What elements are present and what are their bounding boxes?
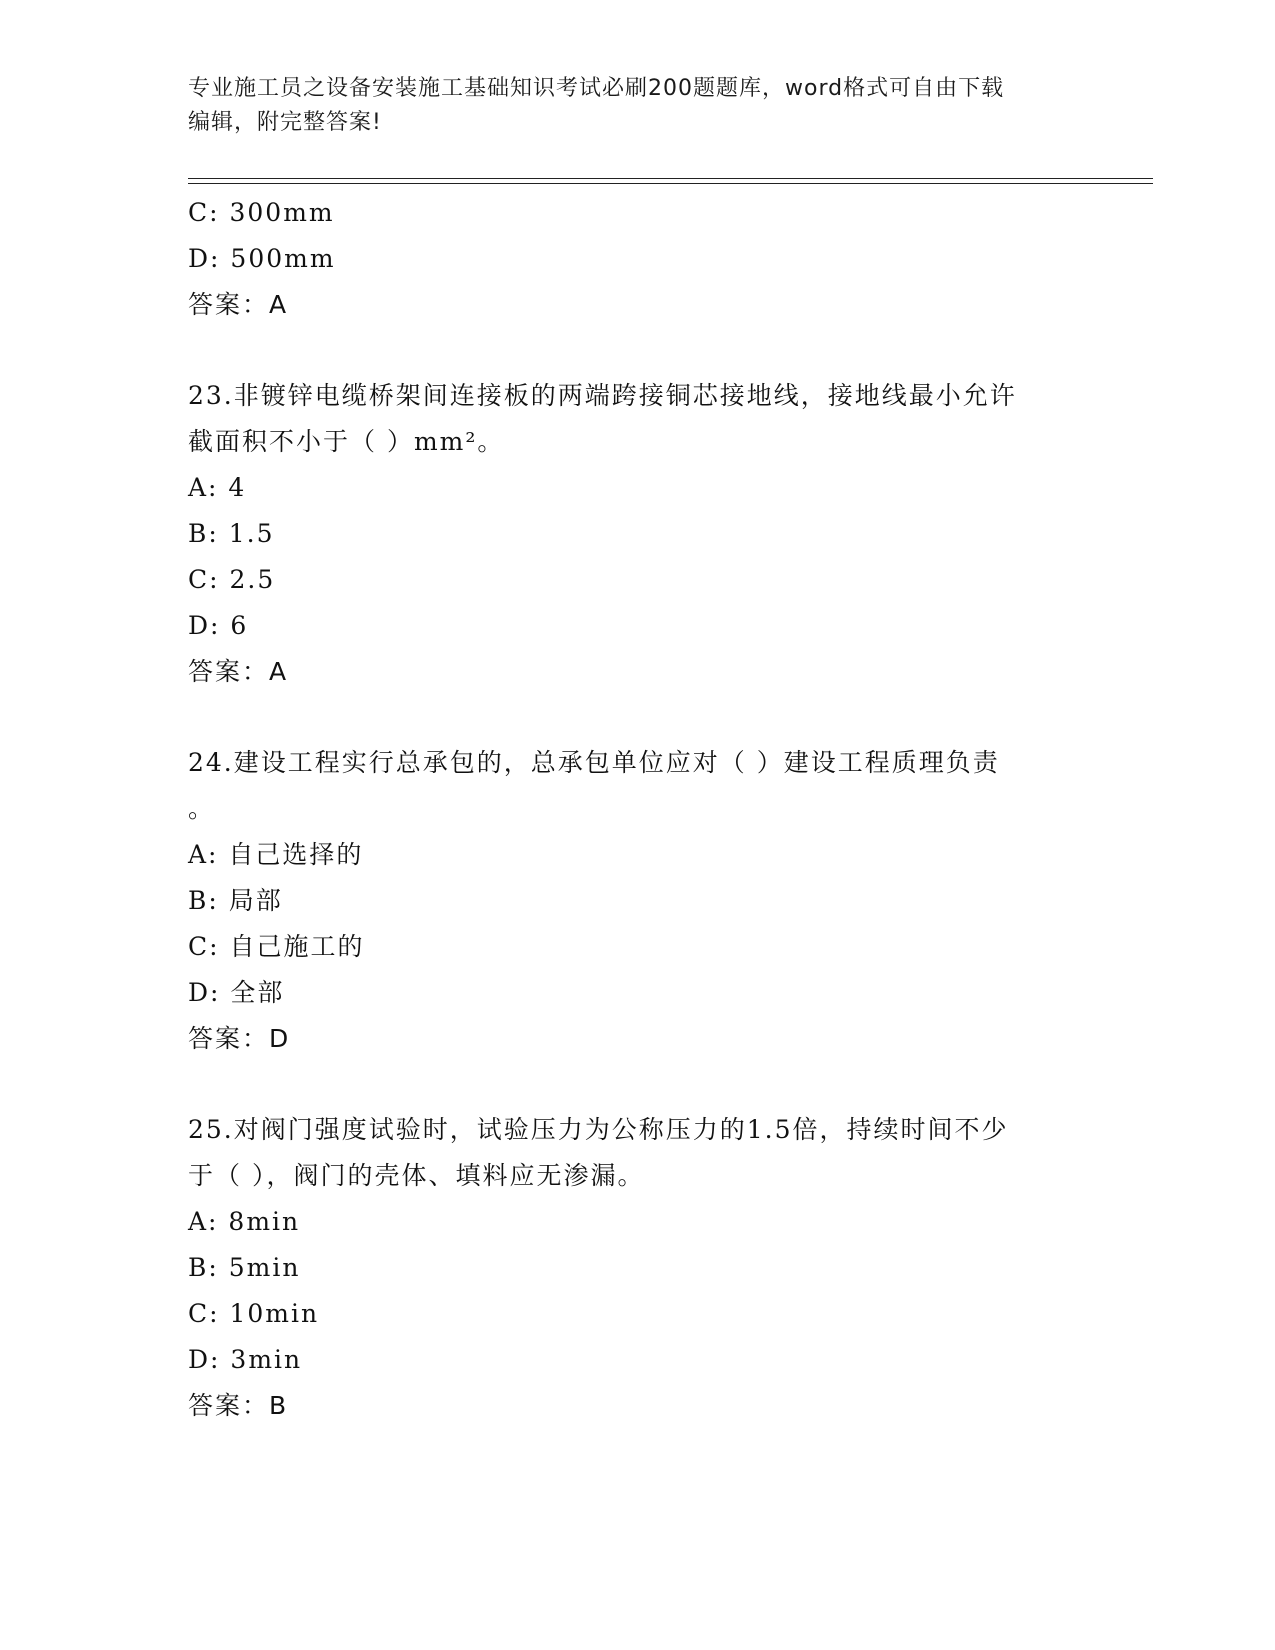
option-c: C: 10min	[188, 1299, 320, 1328]
answer-line: 答案：A	[188, 290, 289, 319]
question-23	[188, 373, 1088, 695]
option-d: D: 3min	[188, 1345, 303, 1374]
question-25	[188, 1107, 1088, 1429]
question-stem-line: 于（ ），阀门的壳体、填料应无渗漏。	[188, 1161, 645, 1190]
option-b: B: 局部	[188, 886, 283, 915]
spacer	[188, 695, 1088, 740]
answer-line: 答案：D	[188, 1024, 291, 1053]
option-d: D: 6	[188, 611, 249, 640]
option-c: C: 2.5	[188, 565, 276, 594]
option-a: A: 4	[188, 473, 247, 502]
option-b: B: 5min	[188, 1253, 301, 1282]
option-c: C: 自己施工的	[188, 932, 365, 961]
spacer	[188, 328, 1088, 373]
prev-question-tail	[188, 190, 1088, 328]
option-d: D: 500mm	[188, 244, 336, 273]
question-stem-line: 。	[188, 794, 216, 823]
answer-line: 答案：B	[188, 1391, 289, 1420]
header-line-1: 专业施工员之设备安装施工基础知识考试必刷200题题库，word格式可自由下载	[188, 76, 1005, 101]
option-d: D: 全部	[188, 978, 285, 1007]
question-stem-line: 截面积不小于（ ）mm²。	[188, 427, 505, 456]
document-header	[188, 72, 1088, 140]
answer-line: 答案：A	[188, 657, 289, 686]
header-line-2: 编辑，附完整答案!	[188, 110, 382, 135]
option-c: C: 300mm	[188, 198, 335, 227]
question-stem-line: 24.建设工程实行总承包的，总承包单位应对（ ）建设工程质理负责	[188, 748, 1000, 777]
spacer	[188, 1062, 1088, 1107]
question-stem-line: 23.非镀锌电缆桥架间连接板的两端跨接铜芯接地线，接地线最小允许	[188, 381, 1017, 410]
question-stem-line: 25.对阀门强度试验时，试验压力为公称压力的1.5倍，持续时间不少	[188, 1115, 1009, 1144]
header-divider-bottom	[188, 183, 1153, 184]
option-b: B: 1.5	[188, 519, 275, 548]
header-divider-top	[188, 178, 1153, 179]
question-list	[188, 190, 1088, 1429]
option-a: A: 8min	[188, 1207, 301, 1236]
option-a: A: 自己选择的	[188, 840, 364, 869]
question-24	[188, 740, 1088, 1062]
